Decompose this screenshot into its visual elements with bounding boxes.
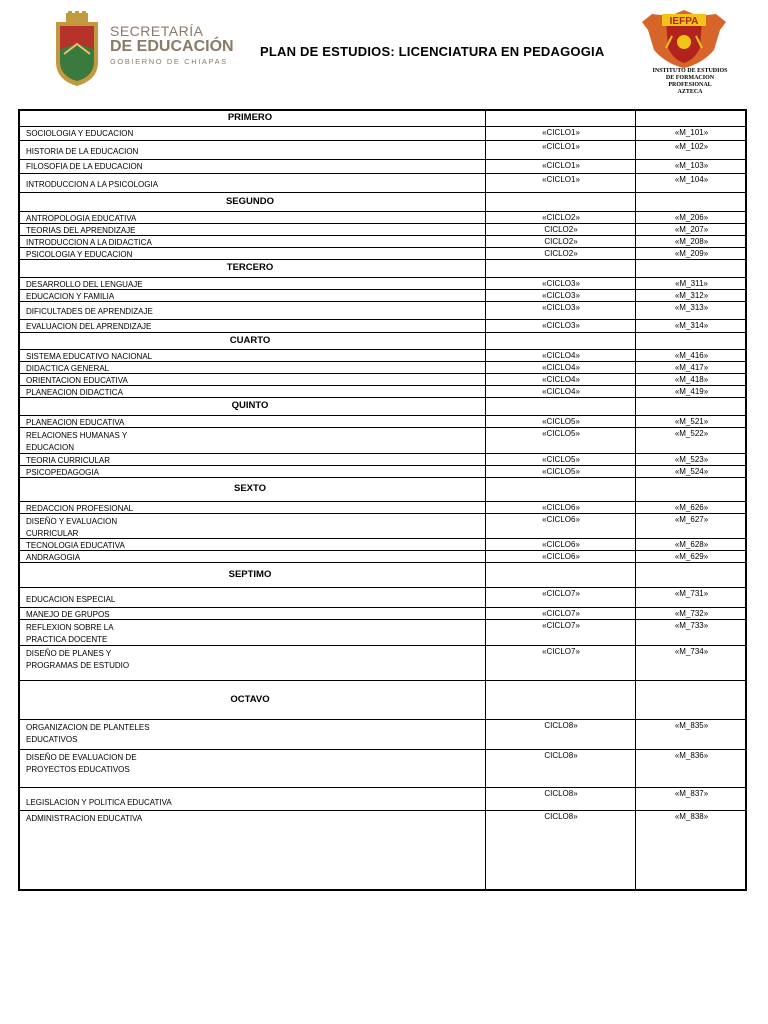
- subject-row: [20, 320, 745, 333]
- semester-header-row: [20, 333, 745, 350]
- subject-row: [20, 224, 745, 236]
- subject-row: [20, 466, 745, 478]
- subject-row: [20, 236, 745, 248]
- subject-name: TEORIA CURRICULAR: [26, 456, 111, 465]
- subject-code-field: «M_103»: [674, 161, 709, 170]
- cycle-field: CICLO8»: [544, 812, 578, 821]
- secretaria-wordmark: [110, 24, 234, 66]
- subject-name: EDUCACION ESPECIAL: [26, 595, 116, 604]
- subject-row: [20, 416, 745, 428]
- subject-row: [20, 588, 745, 608]
- subject-name: SISTEMA EDUCATIVO NACIONAL: [26, 352, 153, 361]
- subject-name: PSICOPEDAGOGIA: [26, 468, 99, 477]
- cycle-field: «CICLO3»: [542, 291, 580, 300]
- subject-code-field: «M_835»: [674, 721, 709, 730]
- subject-code-field: «M_732»: [674, 609, 709, 618]
- subject-code-field: «M_313»: [674, 303, 709, 312]
- subject-code-field: «M_311»: [675, 279, 708, 288]
- cycle-field: «CICLO7»: [542, 621, 580, 630]
- subject-code-field: «M_626»: [674, 503, 709, 512]
- subject-name: INTRODUCCION A LA DIDACTICA: [26, 238, 152, 247]
- subject-code-field: «M_838»: [674, 812, 709, 821]
- subject-name: TECNOLOGIA EDUCATIVA: [26, 541, 125, 550]
- subject-row: [20, 302, 745, 320]
- subject-row: [20, 454, 745, 466]
- cycle-field: CICLO2»: [544, 225, 578, 234]
- subject-code-field: «M_419»: [674, 387, 709, 396]
- subject-name: PSICOLOGIA Y EDUCACION: [26, 250, 133, 259]
- subject-row: [20, 502, 745, 514]
- subject-name: DISEÑO Y EVALUACION CURRICULAR: [26, 517, 118, 538]
- subject-row: [20, 362, 745, 374]
- iefpa-logo: [636, 8, 732, 96]
- subject-code-field: «M_417»: [674, 363, 709, 372]
- subject-row: [20, 811, 745, 881]
- cycle-field: «CICLO7»: [542, 589, 580, 598]
- page-title: PLAN DE ESTUDIOS: LICENCIATURA EN PEDAGOGIA: [260, 44, 605, 59]
- subject-row: [20, 278, 745, 290]
- cycle-field: «CICLO4»: [542, 351, 580, 360]
- logo-acronym: IEFPA: [669, 16, 699, 27]
- semester-label: SEXTO: [233, 483, 267, 494]
- semester-header-row: [20, 193, 745, 212]
- subject-row: [20, 514, 745, 539]
- semester-header-row: [20, 681, 745, 720]
- subject-code-field: «M_731»: [674, 589, 709, 598]
- subject-name: ORGANIZACION DE PLANTELES EDUCATIVOS: [26, 723, 150, 744]
- plan-table: [18, 109, 747, 891]
- institute-line-1: INSTITUTO DE ESTUDIOS: [652, 68, 728, 74]
- subject-code-field: «M_206»: [674, 213, 709, 222]
- subject-row: [20, 374, 745, 386]
- subject-code-field: «M_836»: [674, 751, 709, 760]
- subject-row: [20, 788, 745, 811]
- cycle-field: «CICLO1»: [542, 128, 580, 137]
- cycle-field: «CICLO1»: [542, 161, 580, 170]
- semester-label: QUINTO: [231, 400, 269, 411]
- cycle-field: «CICLO4»: [542, 375, 580, 384]
- subject-name: SOCIOLOGIA Y EDUCACION: [26, 129, 134, 138]
- subject-name: ORIENTACION EDUCATIVA: [26, 376, 128, 385]
- subject-code-field: «M_629»: [674, 552, 709, 561]
- cycle-field: «CICLO6»: [542, 515, 580, 524]
- subject-row: [20, 212, 745, 224]
- subject-row: [20, 386, 745, 398]
- subject-name: PLANEACION DIDACTICA: [26, 388, 123, 397]
- cycle-field: «CICLO5»: [542, 455, 580, 464]
- subject-row: [20, 646, 745, 681]
- subject-row: [20, 539, 745, 551]
- cycle-field: «CICLO5»: [542, 467, 580, 476]
- iefpa-shield-icon: [636, 8, 732, 70]
- subject-row: [20, 127, 745, 141]
- subject-code-field: «M_418»: [674, 375, 709, 384]
- institute-line-2: DE FORMACION PROFESIONAL: [665, 75, 715, 88]
- subject-code-field: «M_627»: [674, 515, 709, 524]
- subject-name: MANEJO DE GRUPOS: [26, 610, 110, 619]
- subject-name: LEGISLACION Y POLITICA EDUCATIVA: [26, 798, 172, 807]
- subject-code-field: «M_416»: [674, 351, 709, 360]
- semester-label: SEPTIMO: [228, 568, 272, 580]
- cycle-field: CICLO8»: [544, 789, 578, 798]
- cycle-field: CICLO8»: [544, 721, 578, 730]
- subject-name: DIFICULTADES DE APRENDIZAJE: [26, 307, 153, 316]
- subject-name: DIDACTICA GENERAL: [26, 364, 110, 373]
- semester-label: TERCERO: [226, 262, 274, 273]
- cycle-field: «CICLO7»: [542, 609, 580, 618]
- institute-line-3: AZTECA: [677, 89, 703, 95]
- subject-name: TEORIAS DEL APRENDIZAJE: [26, 226, 136, 235]
- subject-code-field: «M_209»: [674, 249, 709, 258]
- subject-row: [20, 248, 745, 260]
- chiapas-coat-of-arms-icon: [52, 10, 102, 88]
- cycle-field: «CICLO3»: [542, 321, 580, 330]
- subject-code-field: «M_102»: [674, 142, 709, 151]
- subject-name: ANDRAGOGIA: [26, 553, 81, 562]
- subject-name: DISEÑO DE PLANES Y PROGRAMAS DE ESTUDIO: [26, 649, 130, 670]
- subject-row: [20, 720, 745, 750]
- subject-name: DESARROLLO DEL LENGUAJE: [26, 280, 143, 289]
- subject-code-field: «M_104»: [674, 175, 709, 184]
- semester-header-row: [20, 398, 745, 416]
- subject-code-field: «M_207»: [674, 225, 709, 234]
- subject-code-field: «M_733»: [674, 621, 709, 630]
- semester-header-row: [20, 478, 745, 502]
- subject-name: ANTROPOLOGIA EDUCATIVA: [26, 214, 137, 223]
- subject-name: PLANEACION EDUCATIVA: [26, 418, 125, 427]
- subject-code-field: «M_524»: [674, 467, 709, 476]
- cycle-field: «CICLO3»: [542, 303, 580, 312]
- subject-row: [20, 750, 745, 788]
- subject-row: [20, 160, 745, 174]
- subject-name: EVALUACION DEL APRENDIZAJE: [26, 322, 152, 331]
- subject-name: RELACIONES HUMANAS Y EDUCACION: [26, 431, 128, 452]
- cycle-field: «CICLO6»: [542, 552, 580, 561]
- subject-row: [20, 141, 745, 160]
- semester-label: PRIMERO: [227, 112, 273, 123]
- subject-name: FILOSOFIA DE LA EDUCACION: [26, 162, 143, 171]
- subject-name: EDUCACION Y FAMILIA: [26, 292, 115, 301]
- subject-name: HISTORIA DE LA EDUCACION: [26, 147, 139, 156]
- semester-header-row: [20, 563, 745, 588]
- cycle-field: «CICLO4»: [542, 363, 580, 372]
- cycle-field: «CICLO1»: [542, 142, 580, 151]
- subject-row: [20, 350, 745, 362]
- subject-row: [20, 608, 745, 620]
- subject-code-field: «M_522»: [674, 429, 709, 438]
- educacion-text: DE EDUCACIÓN: [110, 38, 234, 55]
- subject-row: [20, 620, 745, 646]
- subject-name: DISEÑO DE EVALUACION DE PROYECTOS EDUCATIVOS: [26, 753, 137, 774]
- subject-row: [20, 428, 745, 454]
- cycle-field: «CICLO5»: [542, 417, 580, 426]
- subject-code-field: «M_101»: [674, 128, 709, 137]
- institute-name: [646, 68, 734, 96]
- subject-code-field: «M_523»: [674, 455, 709, 464]
- cycle-field: «CICLO6»: [542, 503, 580, 512]
- subject-row: [20, 174, 745, 193]
- subject-code-field: «M_208»: [674, 237, 709, 246]
- semester-label: CUARTO: [229, 334, 271, 346]
- cycle-field: «CICLO2»: [542, 213, 580, 222]
- cycle-field: «CICLO3»: [542, 279, 580, 288]
- cycle-field: «CICLO6»: [542, 540, 580, 549]
- subject-code-field: «M_837»: [674, 789, 709, 798]
- subject-code-field: «M_521»: [674, 417, 709, 426]
- secretaria-text: SECRETARÍA: [110, 23, 204, 39]
- semester-header-row: [20, 260, 745, 278]
- cycle-field: CICLO2»: [544, 249, 578, 258]
- subject-name: REFLEXION SOBRE LA PRACTICA DOCENTE: [26, 623, 114, 644]
- subject-row: [20, 551, 745, 563]
- subject-name: REDACCION PROFESIONAL: [26, 504, 134, 513]
- subject-code-field: «M_312»: [674, 291, 709, 300]
- cycle-field: CICLO8»: [544, 751, 578, 760]
- subject-name: INTRODUCCION A LA PSICOLOGIA: [26, 180, 159, 189]
- page-header: [0, 0, 768, 100]
- semester-label: SEGUNDO: [225, 195, 275, 207]
- subject-code-field: «M_734»: [674, 647, 709, 656]
- cycle-field: «CICLO1»: [542, 175, 580, 184]
- cycle-field: «CICLO5»: [542, 429, 580, 438]
- semester-header-row: [20, 111, 745, 127]
- cycle-field: «CICLO4»: [542, 387, 580, 396]
- subject-code-field: «M_628»: [674, 540, 709, 549]
- gobierno-text: GOBIERNO DE CHIAPAS: [110, 57, 228, 66]
- subject-name: ADMINISTRACION EDUCATIVA: [26, 814, 143, 823]
- subject-code-field: «M_314»: [674, 321, 709, 330]
- subject-row: [20, 290, 745, 302]
- semester-label: OCTAVO: [230, 693, 270, 705]
- cycle-field: CICLO2»: [544, 237, 578, 246]
- cycle-field: «CICLO7»: [542, 647, 580, 656]
